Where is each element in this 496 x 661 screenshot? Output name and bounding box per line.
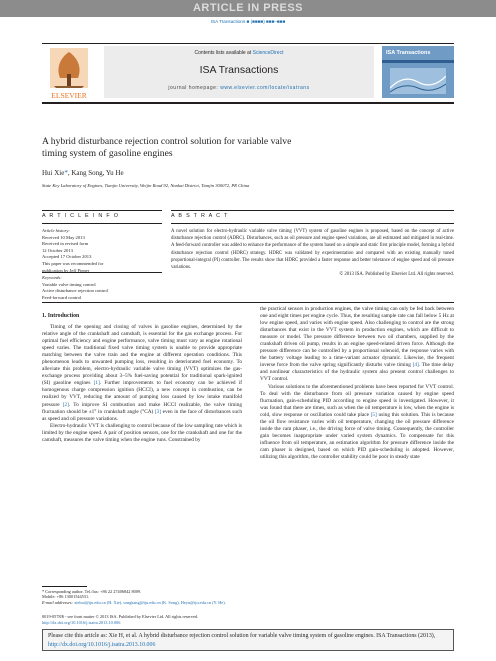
- history-line: Received in revised form: [42, 241, 89, 247]
- citation-link[interactable]: [2]: [62, 401, 69, 408]
- keywords-rule: [42, 272, 162, 273]
- journal-homepage: [104, 85, 374, 91]
- abstract-underline: [171, 223, 454, 224]
- front-matter-bottom-rule: [42, 302, 454, 303]
- issn-note: 0019-0578/$ - see front matter © 2013 ISA. Published by Elsevier Ltd. All rights reserved.: [42, 614, 199, 619]
- author-affiliation: State Key Laboratory of Engines, Tianjin University, Weijin Road 92, Nankai District, Tianjin 300072, PR China: [42, 183, 250, 188]
- article-info-underline: [42, 223, 162, 224]
- section-heading-introduction: 1. Introduction: [42, 313, 80, 319]
- abstract-body: [171, 228, 454, 278]
- intro-paragraph-4: Various solutions to the aforementioned problems have been reported for VVT control. To deal with the disturbance from oil pressure variation caused by engine speed fluctuation, gain-scheduling PID according to engine speed is investigated. However, it was found that there are times, such as when the oil temperature is low, when the engine is cold, slow response or oscillation could take place [5] using this solution. This is because the oil flow resistance varies with oil temperature, changing the oil pressure difference inside the cam phaser, i.e., the driving force of valve timing. Consequently, the controller gain becomes inappropriate under varied system dynamics. To compensate for this influence from oil temperature, an estimation algorithm for pressure difference inside the cam phaser is designed, based on which PID gain-scheduling is adopted. However, utilizing this algorithm, the controller stability could be poor in steady state: [260, 383, 455, 460]
- history-line: 12 October 2013: [42, 247, 73, 253]
- abstract-heading: A B S T R A C T: [171, 213, 229, 219]
- article-in-press-banner: ARTICLE IN PRESS: [0, 0, 496, 17]
- citation-link[interactable]: [1]: [93, 380, 100, 387]
- journal-title: ISA Transactions: [199, 64, 279, 76]
- article-history-title: Article history:: [42, 228, 70, 233]
- keywords-block: [42, 275, 162, 301]
- homepage-prefix: journal homepage:: [168, 85, 219, 91]
- keyword-item: Variable valve timing control: [42, 281, 96, 287]
- history-line: This paper was recommended for: [42, 260, 104, 266]
- journal-reference-header[interactable]: ISA Transactions ■ (■■■■) ■■■–■■■: [210, 19, 286, 24]
- citation-link[interactable]: [4]: [412, 362, 419, 369]
- doi-link[interactable]: http://dx.doi.org/10.1016/j.isatra.2013.10.006: [42, 619, 121, 625]
- history-line: Accepted 17 October 2013: [42, 254, 92, 260]
- elsevier-logo[interactable]: [42, 44, 96, 102]
- article-title: [42, 136, 442, 160]
- journal-cover-thumbnail[interactable]: [382, 46, 454, 98]
- author-list: [42, 169, 124, 177]
- homepage-url-link[interactable]: www.elsevier.com/locate/isatrans: [220, 85, 310, 91]
- contents-line: [104, 50, 374, 56]
- citation-doi-link[interactable]: http://dx.doi.org/10.1016/j.isatra.2013.10.006: [48, 641, 156, 648]
- history-line: Received 10 May 2013: [42, 234, 85, 240]
- journal-masthead: [42, 43, 454, 103]
- email-links[interactable]: xiehui@tju.edu.cn (H. Xie), songkang@tju.edu.cn (K. Song), Heyu@tju.edu.cn (Y. He).: [74, 599, 226, 605]
- history-line: publication by Jeff Pieper: [42, 267, 90, 273]
- keywords-title: Keywords:: [42, 275, 62, 280]
- citation-link[interactable]: [5]: [370, 411, 377, 418]
- issn-and-doi: [42, 614, 198, 625]
- sciencedirect-link[interactable]: ScienceDirect: [252, 50, 284, 56]
- article-history: [42, 228, 162, 274]
- abstract-copyright: © 2013 ISA. Published by Elsevier Ltd. All rights reserved.: [339, 272, 454, 278]
- footnotes: [42, 586, 242, 605]
- cover-title: ISA Transactions: [386, 50, 431, 56]
- abstract-rule: [171, 210, 454, 211]
- article-title-line-1: A hybrid disturbance rejection control solution for variable valve: [42, 136, 292, 147]
- contents-prefix: Contents lists available at: [194, 50, 252, 56]
- right-column: [260, 306, 454, 461]
- keyword-item: Active disturbance rejection control: [42, 288, 108, 294]
- keyword-item: Feed-forward control: [42, 294, 82, 300]
- author-rest[interactable]: , Kang Song, Yu He: [67, 169, 124, 177]
- citation-box: [42, 629, 454, 651]
- article-info-rule: [42, 210, 162, 211]
- masthead-bottom-rule: [42, 102, 454, 104]
- cover-stripe: [382, 60, 454, 63]
- intro-paragraph-3: the practical sensors in production engines, the valve timing can only be fed back between one and eight times per engine cycle. Thus, the resulting sample rate can fall below 5 Hz at low engine speed, and varies with engine speed. Also challenging to control are the strong disturbances that exist in the VVT system in production engines, which are difficult to measure or model. The pressure difference between two oil chambers, supplied by the crankshaft driven oil pump, results in an engine speed-related driven force. Although the pressure difference can be controlled by a proportional solenoid, the response varies with the battery voltage leading to a time-variant actuator dynamic. Likewise, the frequent inverse force from the valve spring significantly disturbs valve timing [4]. The time delay and nonlinear characteristics of the hydraulic system also present control challenges to VVT control.: [260, 306, 454, 383]
- corresponding-author-marker[interactable]: *: [64, 169, 68, 177]
- author-main[interactable]: Hui Xie: [42, 169, 65, 177]
- citation-text: Please cite this article as: Xie H, et al. A hybrid disturbance rejection control solution for variable valve timing system of gasoline engines. ISA Transactions (2013),: [48, 633, 436, 639]
- intro-paragraph-1: Timing of the opening and closing of valves in gasoline engines, determined by the relative angle of the crankshaft and camshaft, is essential for the gas exchange process. For optimal fuel efficiency and engine performance, valve timing must vary as engine rotational speed varies. The traditional fixed valve timing system is unable to provide appropriate matching between the valve train and the engine at different operation conditions. This phenomenon leads to unwanted pumping loss, resulting in deteriorated fuel economy. To alleviate this problem, electro-hydraulic variable valve timing (VVT) optimizes the gas-exchange process providing about 3–5% fuel-saving potential for traditional spark-ignited (SI) gasoline engines [1]. Further improvements to fuel economy can be achieved if homogenous charge compression ignition (HCCI), a new concept in combustion, can be realized by VVT, reducing the amount of pumping loss caused by low intake manifold pressure [2]. To improve SI combustion and make HCCI realizable, the valve timing fluctuation should be ±1° in crankshaft angle (°CA) [3] even in the face of disturbances such as speed and oil pressure variations.: [42, 324, 243, 422]
- email-note: E-mail addresses: xiehui@tju.edu.cn (H. Xie), songkang@tju.edu.cn (K. Song), Heyu@tju.edu.cn (Y. He).: [42, 599, 226, 605]
- masthead-top-rule: [42, 43, 454, 44]
- elsevier-wordmark: ELSEVIER: [51, 91, 87, 100]
- abstract-text: A novel solution for electro-hydraulic variable valve timing (VVT) system of gasoline engines is proposed, based on the concept of active disturbance rejection control (ADRC). Disturbances, such as oil pressure and engine speed variations, are all estimated and mitigated in real-time. A feed-forward controller was added to enhance the performance of the system based on a simple and static first principle model, forming a hybrid disturbance rejection control (HDRC) strategy. HDRC was validated by experimentation and compared with an existing manually tuned proportional-integral (PI) controller. The results show that HDRC provided a faster response and better tolerance of engine speed and oil pressure variations.: [171, 229, 454, 271]
- contents-box: [104, 46, 374, 98]
- article-info-heading: A R T I C L E I N F O: [42, 213, 120, 219]
- mobile-note: Mobile: +86 13001544531.: [42, 594, 90, 600]
- article-title-line-2: timing system of gasoline engines: [42, 148, 173, 159]
- cover-graphic-icon: [390, 68, 446, 94]
- corresponding-author-note: * Corresponding author. Tel./fax: +86 22 27406842 8009.: [42, 588, 142, 594]
- left-column: [42, 324, 242, 444]
- citation-link[interactable]: [3]: [154, 408, 162, 415]
- footnote-rule: [42, 586, 87, 587]
- intro-paragraph-2: Electro-hydraulic VVT is challenging to control because of the low sampling rate which is limited by the engine speed. A pair of position sensors, one for the crankshaft and one for the camshaft, measures the valve timing when the engine runs. Constrained by: [42, 422, 242, 443]
